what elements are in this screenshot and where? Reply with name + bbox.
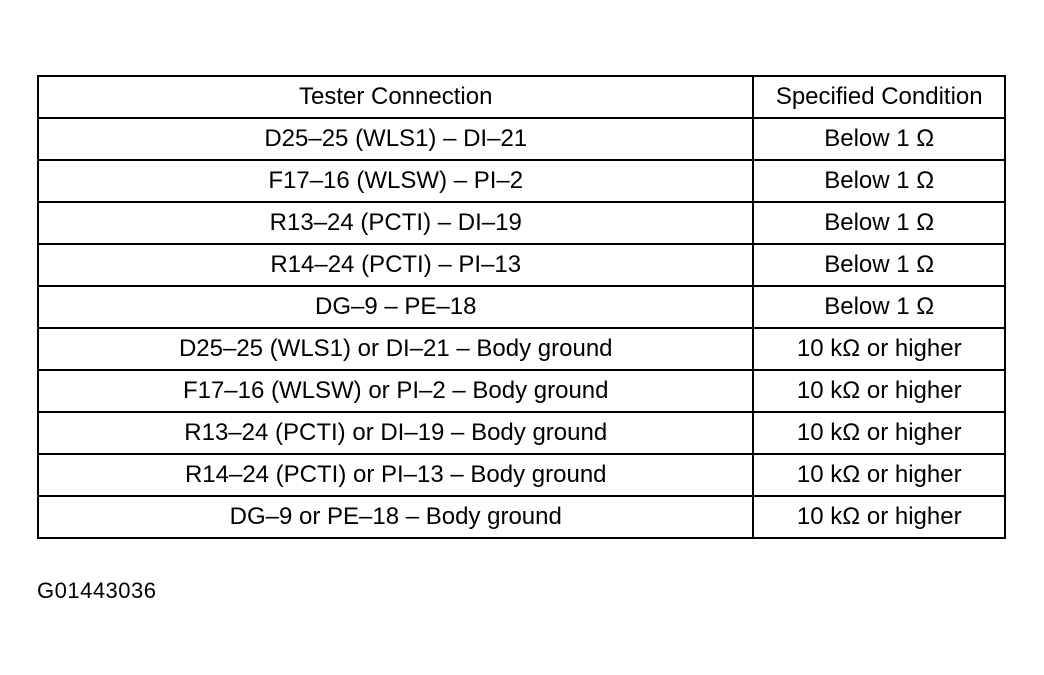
tester-connection-cell: D25–25 (WLS1) – DI–21 <box>38 118 753 160</box>
tester-connection-cell: R13–24 (PCTI) – DI–19 <box>38 202 753 244</box>
specified-condition-cell: Below 1 Ω <box>753 118 1005 160</box>
tester-connection-cell: DG–9 or PE–18 – Body ground <box>38 496 753 538</box>
specified-condition-cell: Below 1 Ω <box>753 244 1005 286</box>
specified-condition-cell: 10 kΩ or higher <box>753 496 1005 538</box>
table-header-row <box>38 76 1005 118</box>
specified-condition-cell: Below 1 Ω <box>753 160 1005 202</box>
table-row <box>38 118 1005 160</box>
table-row <box>38 370 1005 412</box>
tester-connection-cell: F17–16 (WLSW) or PI–2 – Body ground <box>38 370 753 412</box>
specified-condition-cell: Below 1 Ω <box>753 286 1005 328</box>
table-row <box>38 202 1005 244</box>
figure-id-label: G01443036 <box>37 578 157 603</box>
tester-connection-cell: D25–25 (WLS1) or DI–21 – Body ground <box>38 328 753 370</box>
specified-condition-cell: Below 1 Ω <box>753 202 1005 244</box>
table-row <box>38 286 1005 328</box>
header-tester-connection: Tester Connection <box>38 76 753 118</box>
tester-connection-cell: R14–24 (PCTI) or PI–13 – Body ground <box>38 454 753 496</box>
table-row <box>38 412 1005 454</box>
table-row <box>38 496 1005 538</box>
tester-connection-cell: R14–24 (PCTI) – PI–13 <box>38 244 753 286</box>
tester-connection-cell: DG–9 – PE–18 <box>38 286 753 328</box>
tester-connection-cell: R13–24 (PCTI) or DI–19 – Body ground <box>38 412 753 454</box>
header-specified-condition: Specified Condition <box>753 76 1005 118</box>
tester-connection-cell: F17–16 (WLSW) – PI–2 <box>38 160 753 202</box>
specified-condition-cell: 10 kΩ or higher <box>753 454 1005 496</box>
table-row <box>38 454 1005 496</box>
table-row <box>38 160 1005 202</box>
specification-table <box>37 75 1006 539</box>
specified-condition-cell: 10 kΩ or higher <box>753 328 1005 370</box>
table-row <box>38 244 1005 286</box>
table-row <box>38 328 1005 370</box>
specified-condition-cell: 10 kΩ or higher <box>753 370 1005 412</box>
specified-condition-cell: 10 kΩ or higher <box>753 412 1005 454</box>
